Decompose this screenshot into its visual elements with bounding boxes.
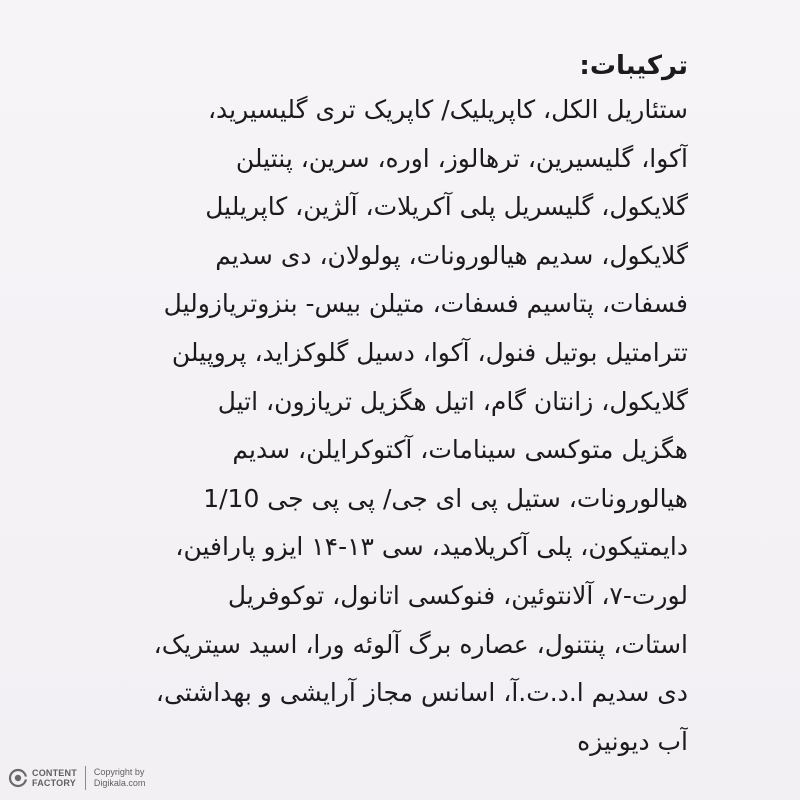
ingredient-line: فسفات، پتاسیم فسفات، متیلن بیس- بنزوتریازولیل [163,289,688,319]
ingredient-line: لورت-۷، آلانتوئین، فنوکسی اتانول، توکوفریل [227,580,688,610]
watermark-logo [8,768,77,788]
ingredient-line: تترامتیل بوتیل فنول، آکوا، دسیل گلوکزاید، پروپیلن [171,337,688,367]
ingredient-line: آب دیونیزه [577,726,688,756]
watermark-brand-line1: CONTENT [32,768,77,778]
ingredient-line: دی سدیم ا.د.ت.آ، اسانس مجاز آرایشی و بهداشتی، [155,678,688,708]
ingredients-heading: ترکیبات: [579,51,688,81]
ingredient-line: استات، پنتنول، عصاره برگ آلوئه ورا، اسید سیتریک، [153,629,688,659]
watermark-divider [85,766,86,790]
ingredient-line: ستئاریل الکل، کاپریلیک/ کاپریک تری گلیسیرید، [207,95,688,124]
ingredient-line: هیالورونات، ستیل پی ای جی/ پی پی جی 1/10 [203,483,688,513]
watermark-brand-line2: FACTORY [32,778,76,788]
ingredient-line: گلایکول، گلیسریل پلی آکریلات، آلژین، کاپریلیل [205,192,688,222]
ingredient-line: آکوا، گلیسیرین، ترهالوز، اوره، سرین، پنتیلن [235,143,688,173]
watermark-copyright-line1: Copyright by [93,767,145,777]
ingredients-block [88,46,688,766]
ingredient-line: گلایکول، زانتان گام، اتیل هگزیل تریازون، اتیل [217,386,688,416]
watermark-copyright-line2: Digikala.com [93,778,146,788]
ingredient-line: گلایکول، سدیم هیالورونات، پولولان، دی سدیم [215,240,688,270]
content-factory-logo-icon [8,768,28,788]
ingredient-line: هگزیل متوکسی سینامات، آکتوکرایلن، سدیم [232,435,688,465]
watermark [8,766,145,790]
ingredient-line: دایمتیکون، پلی آکریلامید، سی ۱۳-۱۴ ایزو پارافین، [175,532,688,562]
